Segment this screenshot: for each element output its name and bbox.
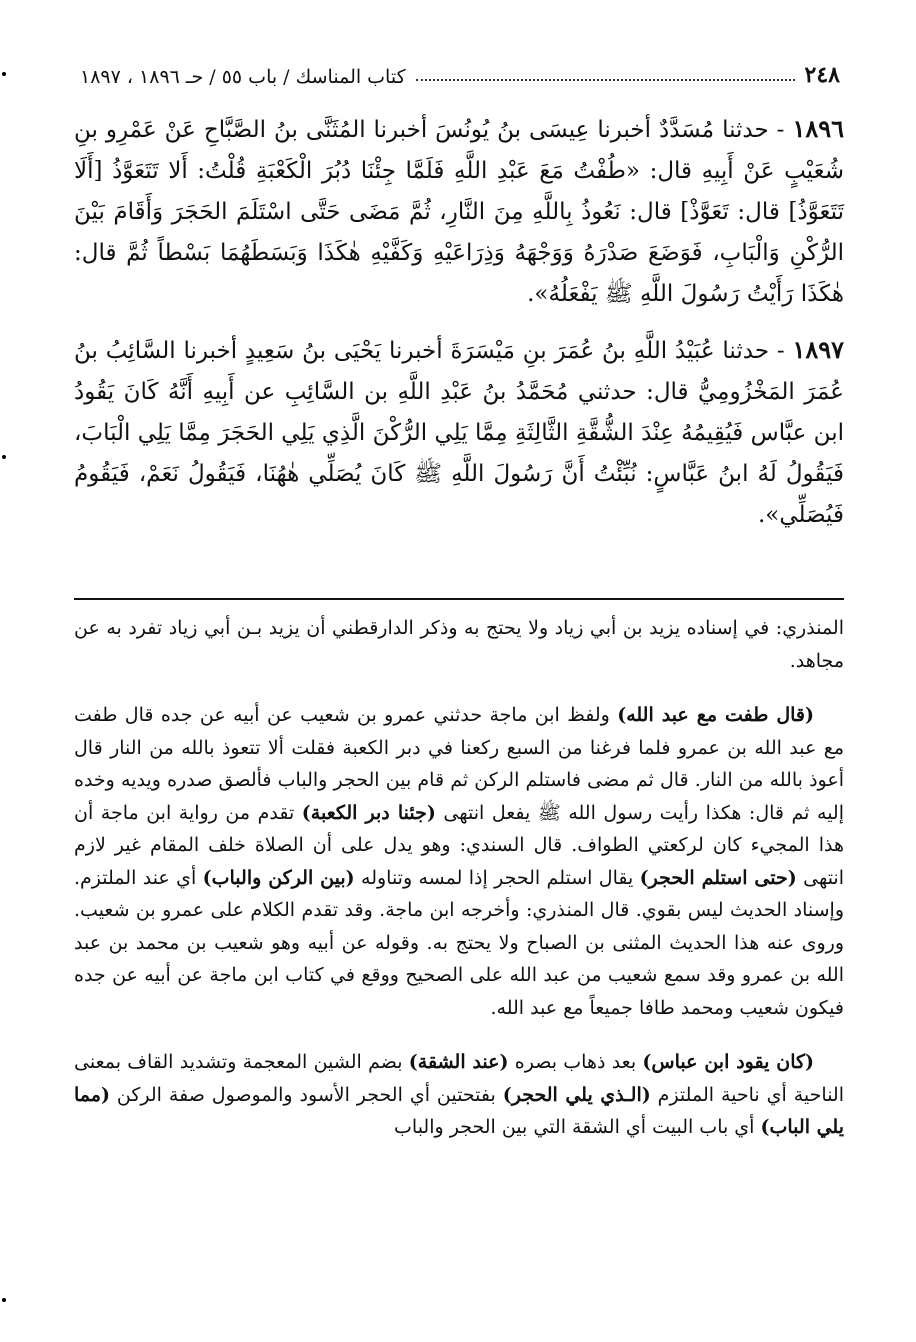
scan-speck — [2, 455, 6, 459]
hadith-1897 — [74, 329, 844, 536]
commentary-lemma: (بين الركن والباب) — [202, 866, 355, 889]
page-header — [80, 54, 840, 88]
commentary-lemma: (مما يلي الباب) — [74, 1083, 844, 1138]
commentary-text: بفتحتين أي الحجر الأسود والموصول صفة الركن — [109, 1083, 503, 1106]
commentary-text: بضم الشين المعجمة وتشديد القاف بمعنى الناحية أي ناحية الملتزم — [74, 1051, 845, 1106]
hadith-number: ١٨٩٦ — [792, 114, 844, 143]
commentary-text: بعد ذهاب بصره — [508, 1051, 643, 1073]
commentary-text: يقال استلم الحجر إذا لمسه وتناوله — [354, 866, 640, 889]
hadith-body: - حدثنا مُسَدَّدٌ أخبرنا عِيسَى بنُ يُونُسَ أخبرنا المُثَنَّى بنُ الصَّبَّاحِ عَنْ عَمْرِو بنِ شُعَيْبٍ عَنْ أَبِيهِ قال: «طُفْتُ مَعَ عَبْدِ اللَّهِ فَلَمَّا جِئْنَا دُبُرَ الْكَعْبَةِ قُلْتُ: أَلا تَتَعَوَّذُ [أَلَا تَتَعَوَّذُ] قال: تَعَوَّذْ] قال: نَعُوذُ بِاللَّهِ مِنَ النَّارِ، ثُمَّ مَضَى حَتَّى اسْتَلَمَ الحَجَرَ وَأَقَامَ بَيْنَ الرُّكْنِ وَالْبَابِ، فَوَضَعَ صَدْرَهُ وَوَجْهَهُ وَذِرَاعَيْهِ وَكَفَّيْهِ هٰكَذَا وَبَسَطَهُمَا بَسْطاً ثُمَّ قال: هٰكَذَا رَأَيْتُ رَسُولَ اللَّهِ ﷺ يَفْعَلُهُ». — [74, 117, 844, 307]
commentary-paragraph — [74, 699, 844, 1024]
header-dotted-leader — [416, 79, 795, 81]
hadith-1896 — [74, 108, 844, 315]
running-title: كتاب المناسك / باب ٥٥ / حـ ١٨٩٦ ، ١٨٩٧ — [80, 66, 406, 88]
commentary-text: المنذري: في إسناده يزيد بن أبي زياد ولا يحتج به وذكر الدارقطني أن يزيد بـن أبي زياد تفرد به عن مجاهد. — [74, 617, 844, 672]
scan-speck — [2, 72, 6, 76]
commentary-text: ولفظ ابن ماجة حدثني عمرو بن شعيب عن أبيه عن جده قال طفت مع عبد الله بن عمرو فلما فرغنا من السبع ركعنا في دبر الكعبة فقلت ألا تتعوذ بالله من النار قال أعوذ بالله من النار. قال ثم مضى فاستلم الركن ثم قام بين الحجر والباب فألصق صدره ويديه وخده إليه ثم قال: هكذا رأيت رسول الله ﷺ يفعل انتهى — [74, 704, 844, 824]
commentary-lemma: (جئنا دبر الكعبة) — [301, 801, 436, 824]
commentary-text: أي عند الملتزم. وإسناد الحديث ليس بقوي. قال المنذري: وأخرجه ابن ماجة. وقد تقدم الكلام على عمرو بن شعيب. وروى عنه هذا الحديث المثنى بن الصباح ولا يحتج به. وقوله عن أبيه وهو شعيب بن محمد بن عبد الله بن عمرو وقد سمع شعيب من عبد الله على الصحيح ووقع في كتاب ابن ماجة عن أبيه عن جده فيكون شعيب ومحمد طافا جميعاً مع عبد الله. — [74, 866, 844, 1019]
commentary-paragraph — [74, 1046, 844, 1144]
commentary-block — [74, 612, 844, 1166]
commentary-lemma: (حتى استلم الحجر) — [639, 866, 797, 889]
commentary-lemma: (عند الشقة) — [408, 1051, 509, 1073]
page-number: ٢٤٨ — [804, 62, 840, 88]
commentary-lemma: (الـذي يلي الحجر) — [502, 1083, 651, 1106]
footnote-divider — [74, 598, 844, 600]
hadith-number: ١٨٩٧ — [792, 335, 844, 364]
commentary-lemma: (قال طفت مع عبد الله) — [617, 704, 814, 726]
commentary-paragraph — [74, 612, 844, 677]
commentary-text: تقدم من رواية ابن ماجة أن هذا المجيء كان لركعتي الطواف. قال السندي: وهو يدل على أن الصلاة خلف المقام غير لازم انتهى — [74, 801, 844, 889]
commentary-lemma: (كان يقود ابن عباس) — [642, 1051, 815, 1073]
hadith-body: - حدثنا عُبَيْدُ اللَّهِ بنُ عُمَرَ بنِ مَيْسَرَةَ أخبرنا يَحْيَى بنُ سَعِيدٍ أخبرنا السَّائِبُ بنُ عُمَرَ المَخْزُومِيُّ قال: حدثني مُحَمَّدُ بنُ عَبْدِ اللَّهِ بن السَّائِبِ عن أَبِيهِ أَنَّهُ كَانَ يَقُودُ ابن عبَّاس فَيُقِيمُهُ عِنْدَ الشُّقَّةِ الثَّالِثَةِ مِمَّا يَلِي الرُّكْنَ الَّذِي يَلِي الحَجَرَ مِمَّا يَلِي الْبَابَ، فَيَقُولُ لَهُ ابنُ عَبَّاسٍ: نُبِّئْتُ أَنَّ رَسُولَ اللَّهِ ﷺ كَانَ يُصَلِّي هٰهُنَا، فَيَقُولُ نَعَمْ، فَيَقُومُ فَيُصَلِّي». — [74, 338, 844, 528]
hadith-text-block — [74, 108, 844, 550]
commentary-text: أي باب البيت أي الشقة التي بين الحجر والباب — [394, 1116, 761, 1138]
scan-speck — [2, 1298, 6, 1302]
